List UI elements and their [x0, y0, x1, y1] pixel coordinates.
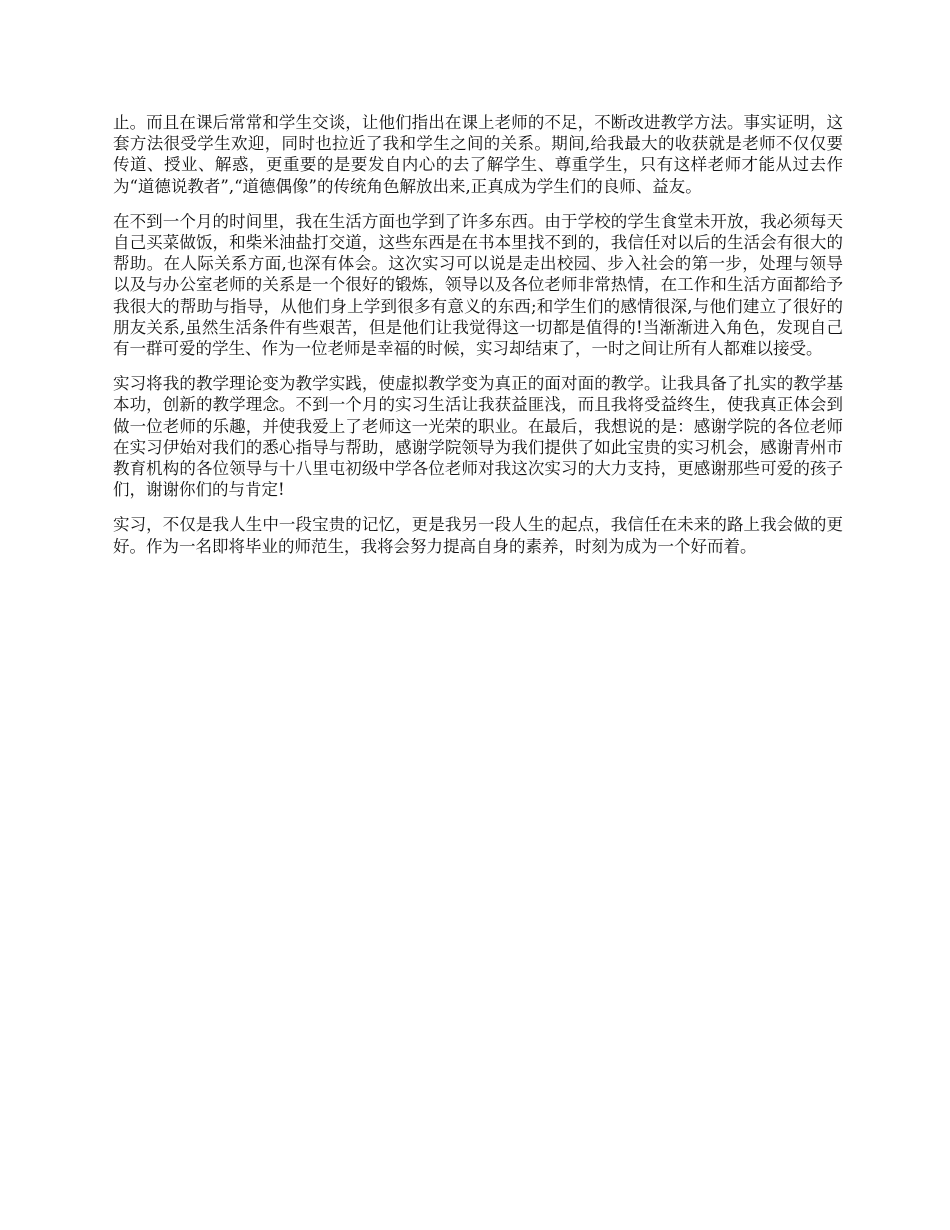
paragraph-4: 实习，不仅是我人生中一段宝贵的记忆，更是我另一段人生的起点，我信任在未来的路上我会做的更好。作为一名即将毕业的师范生，我将会努力提高自身的素养，时刻为成为一个好而着。	[113, 515, 843, 556]
document-body	[113, 112, 843, 571]
paragraph-2: 在不到一个月的时间里，我在生活方面也学到了许多东西。由于学校的学生食堂未开放，我必须每天自己买菜做饭，和柴米油盐打交道，这些东西是在书本里找不到的，我信任对以后的生活会有很大的帮助。在人际关系方面,也深有体会。这次实习可以说是走出校园、步入社会的第一步，处理与领导以及与办公室老师的关系是一个很好的锻炼，领导以及各位老师非常热情，在工作和生活方面都给予我很大的帮助与指导，从他们身上学到很多有意义的东西;和学生们的感情很深,与他们建立了很好的朋友关系,虽然生活条件有些艰苦，但是他们让我觉得这一切都是值得的!当渐渐进入角色，发现自己有一群可爱的学生、作为一位老师是幸福的时候，实习却结束了，一时之间让所有人都难以接受。	[113, 211, 843, 359]
paragraph-1: 止。而且在课后常常和学生交谈，让他们指出在课上老师的不足，不断改进教学方法。事实证明，这套方法很受学生欢迎，同时也拉近了我和学生之间的关系。期间,给我最大的收获就是老师不仅仅要传道、授业、解惑，更重要的是要发自内心的去了解学生、尊重学生，只有这样老师才能从过去作为“道德说教者”,“道德偶像”的传统角色解放出来,正真成为学生们的良师、益友。	[113, 113, 843, 196]
paragraph-3: 实习将我的教学理论变为教学实践，使虚拟教学变为真正的面对面的教学。让我具备了扎实的教学基本功，创新的教学理念。不到一个月的实习生活让我获益匪浅，而且我将受益终生，使我真正体会到做一位老师的乐趣，并使我爱上了老师这一光荣的职业。在最后，我想说的是：感谢学院的各位老师在实习伊始对我们的悉心指导与帮助，感谢学院领导为我们提供了如此宝贵的实习机会，感谢青州市教育机构的各位领导与十八里屯初级中学各位老师对我这次实习的大力支持，更感谢那些可爱的孩子们，谢谢你们的与肯定!	[113, 374, 843, 500]
